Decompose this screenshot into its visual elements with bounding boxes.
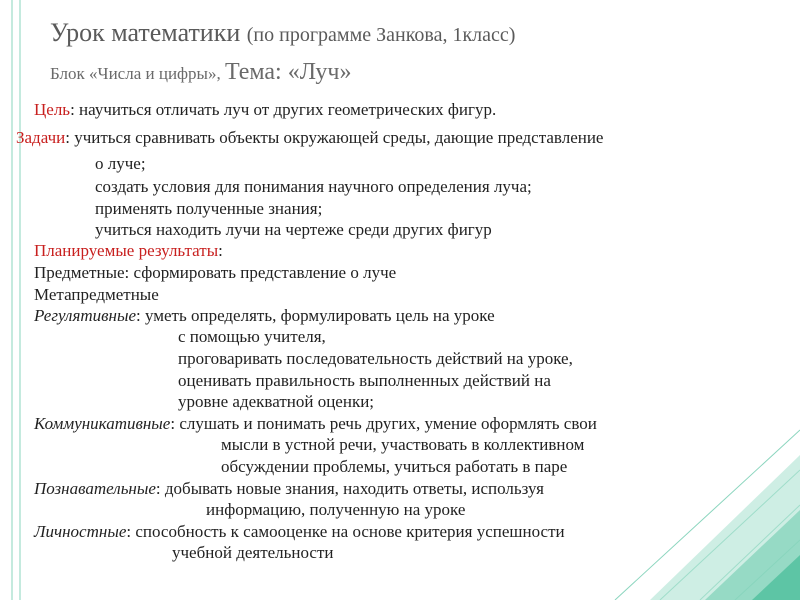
tasks-line-2: о луче; xyxy=(95,154,146,173)
cognitive-line-1: : добывать новые знания, находить ответы, используя xyxy=(155,479,544,498)
tasks-line-5: учиться находить лучи на чертеже среди других фигур xyxy=(95,220,492,239)
regulatory-line-4: оценивать правильность выполненных действий на xyxy=(178,371,551,390)
regulatory-line xyxy=(34,306,495,326)
subject-results: Предметные: сформировать представление о луче xyxy=(34,263,397,282)
title-main: Урок математики xyxy=(50,18,247,47)
cognitive-label: Познавательные xyxy=(34,479,156,498)
communicative-line-1: : слушать и понимать речь других, умение оформлять свои xyxy=(170,414,597,433)
tasks-label: Задачи xyxy=(16,128,66,147)
results-heading xyxy=(34,241,223,261)
results-label: Планируемые результаты xyxy=(34,241,219,260)
regulatory-line-5: уровне адекватной оценки; xyxy=(178,392,375,411)
regulatory-line-3: проговаривать последовательность действий на уроке, xyxy=(178,349,573,368)
regulatory-label: Регулятивные xyxy=(34,306,136,325)
personal-line-1: : способность к самооценке на основе критерия успешности xyxy=(126,522,565,541)
communicative-line xyxy=(34,414,597,434)
block-name: Блок «Числа и цифры», xyxy=(50,64,225,83)
personal-line xyxy=(34,522,565,542)
personal-line-2: учебной деятельности xyxy=(172,543,334,562)
communicative-label: Коммуникативные xyxy=(34,414,171,433)
tasks-line-1: : учиться сравнивать объекты окружающей среды, дающие представление xyxy=(65,128,604,147)
results-colon: : xyxy=(218,241,223,260)
tasks-line-4: применять полученные знания; xyxy=(95,199,323,218)
regulatory-line-2: с помощью учителя, xyxy=(178,327,326,346)
regulatory-line-1: : уметь определять, формулировать цель на уроке xyxy=(136,306,495,325)
tasks-line xyxy=(16,128,603,148)
title-program: (по программе Занкова, 1класс) xyxy=(246,24,516,46)
meta-results: Метапредметные xyxy=(34,285,159,304)
goal-line xyxy=(34,100,496,120)
communicative-line-2: мысли в устной речи, участвовать в коллективном xyxy=(221,435,585,454)
cognitive-line xyxy=(34,479,544,499)
communicative-line-3: обсуждении проблемы, учиться работать в паре xyxy=(221,457,568,476)
goal-label: Цель xyxy=(34,100,71,119)
cognitive-line-2: информацию, полученную на уроке xyxy=(206,500,466,519)
tasks-line-3: создать условия для понимания научного определения луча; xyxy=(95,177,532,196)
personal-label: Личностные xyxy=(34,522,127,541)
topic-name: Тема: «Луч» xyxy=(224,59,352,85)
goal-text: : научиться отличать луч от других геометрических фигур. xyxy=(70,100,497,119)
page-title xyxy=(50,18,515,50)
page-subtitle xyxy=(50,58,351,88)
